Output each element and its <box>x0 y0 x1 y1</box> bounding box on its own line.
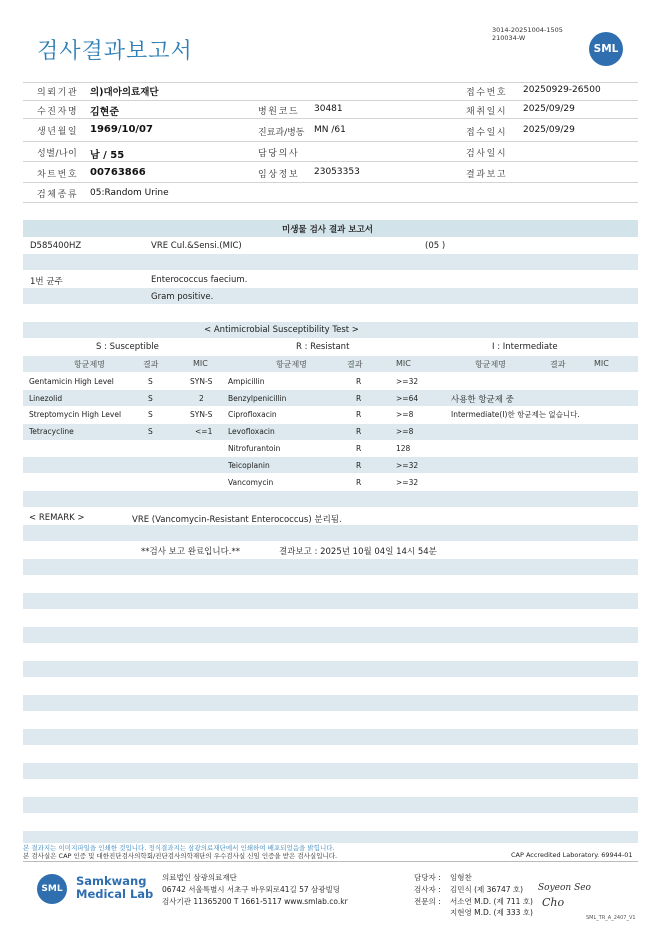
ast-result: S <box>148 377 153 386</box>
ast-drug: Linezolid <box>29 394 63 403</box>
col-mic-header: MIC <box>193 359 208 368</box>
ast-mic: >=8 <box>396 410 414 419</box>
row-band <box>23 254 638 270</box>
ast-drug: Benzylpenicillin <box>228 394 287 403</box>
document-code-line-2: 210034-W <box>492 34 526 42</box>
divider <box>23 161 638 162</box>
col-drug-header: 항균제명 <box>74 360 105 369</box>
collect-date-label: 채취일시 <box>466 107 508 117</box>
row-band <box>23 288 638 304</box>
ast-result: R <box>356 461 362 470</box>
row-band <box>23 661 638 677</box>
legend-susceptible: S : Susceptible <box>96 342 159 352</box>
receipt-no-label: 접수번호 <box>466 88 508 98</box>
ast-drug: Levofloxacin <box>228 427 275 436</box>
clinical-info-label: 임상정보 <box>258 170 300 180</box>
ast-mic: 128 <box>396 444 411 453</box>
test-date-label: 검사일시 <box>466 149 508 159</box>
org-address: 06742 서울특별시 서초구 바우뫼로41길 57 삼광빌딩 <box>162 885 341 894</box>
receipt-date-label: 접수일시 <box>466 128 508 138</box>
chart-no-value: 00763866 <box>90 167 146 178</box>
row-band <box>23 729 638 745</box>
divider <box>23 100 638 101</box>
form-id: SML_TR_A_2407_V1 <box>586 915 636 921</box>
remark-label: < REMARK > <box>29 513 85 523</box>
receipt-date-value: 2025/09/29 <box>523 125 575 135</box>
isolate-label: 1번 균주 <box>30 277 63 287</box>
document-code-line-1: 3014-20251004-1505 <box>492 26 563 34</box>
ast-result: R <box>356 444 362 453</box>
specialist-name-1: 서소연 M.D. (제 711 호) <box>450 897 533 906</box>
divider <box>23 202 638 203</box>
organism-name: Enterococcus faecium. <box>151 275 248 285</box>
org-name: 의료법인 삼광의료재단 <box>162 873 237 882</box>
document-code <box>492 26 563 42</box>
chart-no-label: 차트번호 <box>37 170 79 180</box>
birth-value: 1969/10/07 <box>90 124 153 135</box>
legend-intermediate: I : Intermediate <box>492 342 558 352</box>
ast-mic: >=32 <box>396 478 419 487</box>
sml-logo: SML <box>589 32 623 66</box>
col-drug-header: 항균제명 <box>276 360 307 369</box>
ast-mic: SYN-S <box>190 410 213 419</box>
cap-accreditation: CAP Accredited Laboratory. 69944-01 <box>511 851 633 859</box>
ast-mic: >=8 <box>396 427 414 436</box>
ast-result: R <box>356 478 362 487</box>
ast-drug: Teicoplanin <box>228 461 270 470</box>
ast-mic: >=32 <box>396 377 419 386</box>
section-title: 미생물 검사 결과 보고서 <box>282 225 373 235</box>
legend-resistant: R : Resistant <box>296 342 350 352</box>
col-mic-header: MIC <box>396 359 411 368</box>
report-timestamp: 결과보고 : 2025년 10월 04일 14시 54분 <box>279 547 437 557</box>
request-org-value: 의)대아의료재단 <box>90 87 159 98</box>
ast-mic: >=64 <box>396 394 419 403</box>
row-band <box>23 424 638 440</box>
staff-name: 임형찬 <box>450 873 472 882</box>
row-band <box>23 525 638 541</box>
ast-title: < Antimicrobial Susceptibility Test > <box>204 325 359 335</box>
ast-drug: Ampicillin <box>228 377 265 386</box>
patient-name-value: 김현준 <box>90 107 119 118</box>
divider <box>23 118 638 119</box>
intermediate-note-line-2: Intermediate(I)한 항균제는 없습니다. <box>451 410 580 419</box>
test-suffix: (05 ) <box>425 241 446 251</box>
ast-result: S <box>148 394 153 403</box>
staff-label: 담당자 : <box>414 873 441 882</box>
intermediate-note-line-1: 사용한 항균제 중 <box>451 395 514 405</box>
doctor-label: 담당의사 <box>258 149 300 159</box>
col-mic-header: MIC <box>594 359 609 368</box>
hospital-code-label: 병원코드 <box>258 107 300 117</box>
row-band <box>23 695 638 711</box>
row-band <box>23 491 638 507</box>
signature-2: Cho <box>542 896 565 909</box>
row-band <box>23 831 638 843</box>
clinical-info-value: 23053353 <box>314 167 360 177</box>
hospital-code-value: 30481 <box>314 104 343 114</box>
ast-drug: Vancomycin <box>228 478 274 487</box>
remark-text: VRE (Vancomycin-Resistant Enterococcus) 분리됨. <box>132 515 342 525</box>
brand-name-line-1: Samkwang <box>76 874 147 888</box>
divider <box>23 182 638 183</box>
specialist-label: 전문의 : <box>414 897 441 906</box>
row-band <box>23 797 638 813</box>
sml-footer-logo: SML <box>37 874 67 904</box>
row-band <box>23 627 638 643</box>
ast-result: S <box>148 410 153 419</box>
report-status-label: 결과보고 <box>466 170 508 180</box>
ast-drug: Tetracycline <box>29 427 74 436</box>
brand-name-line-2: Medical Lab <box>76 887 154 901</box>
ast-mic: 2 <box>199 394 204 403</box>
org-contact: 검사기관 11365200 T 1661-5117 www.smlab.co.kr <box>162 897 348 906</box>
ast-drug: Streptomycin High Level <box>29 410 122 419</box>
image-copy-notice: 본 결과지는 이미지파일을 인쇄한 것입니다. 정식결과지는 삼광의료재단에서 인쇄하여 배포되었음을 밝힙니다. <box>23 844 335 852</box>
row-band <box>23 390 638 406</box>
col-drug-header: 항균제명 <box>475 360 506 369</box>
signature-1: Soyeon Seo <box>538 883 591 893</box>
sex-age-value: 남 / 55 <box>90 150 125 161</box>
collect-date-value: 2025/09/29 <box>523 104 575 114</box>
certification-notice: 본 검사실은 CAP 인증 및 대한진단검사의학회/진단검사의학재단의 우수검사실 신임 인증을 받은 검사실입니다. <box>23 852 338 860</box>
patient-name-label: 수진자명 <box>37 107 79 117</box>
dept-label: 진료과/병동 <box>258 128 305 138</box>
request-org-label: 의뢰기관 <box>37 88 79 98</box>
ast-result: S <box>148 427 153 436</box>
test-name: VRE Cul.&Sensi.(MIC) <box>151 241 242 251</box>
ast-mic: SYN-S <box>190 377 213 386</box>
specialist-name-2: 지현영 M.D. (제 333 호) <box>450 908 533 917</box>
column-header-band <box>23 356 638 372</box>
examiner-label: 검사자 : <box>414 885 441 894</box>
receipt-no-value: 20250929-26500 <box>523 85 601 95</box>
ast-result: R <box>356 410 362 419</box>
ast-drug: Gentamicin High Level <box>29 377 114 386</box>
birth-label: 생년월일 <box>37 127 79 137</box>
examiner-name: 김민식 (제 36747 호) <box>450 885 524 894</box>
ast-result: R <box>356 394 362 403</box>
dept-value: MN /61 <box>314 125 346 135</box>
gram-stain: Gram positive. <box>151 292 214 302</box>
footer-divider <box>23 861 638 862</box>
specimen-value: 05:Random Urine <box>90 188 169 198</box>
report-complete-message: **검사 보고 완료입니다.** <box>141 547 241 557</box>
brand-name <box>76 875 153 901</box>
ast-mic: >=32 <box>396 461 419 470</box>
ast-mic: <=1 <box>195 427 213 436</box>
test-code: D585400HZ <box>30 241 82 251</box>
sex-age-label: 성별/나이 <box>37 149 78 159</box>
row-band <box>23 593 638 609</box>
row-band <box>23 559 638 575</box>
ast-result: R <box>356 427 362 436</box>
ast-drug: Ciprofloxacin <box>228 410 277 419</box>
specimen-label: 검체종류 <box>37 190 79 200</box>
ast-drug: Nitrofurantoin <box>228 444 281 453</box>
row-band <box>23 763 638 779</box>
divider <box>23 141 638 142</box>
col-result-header: 결과 <box>143 360 159 369</box>
row-band <box>23 457 638 473</box>
col-result-header: 결과 <box>550 360 566 369</box>
ast-result: R <box>356 377 362 386</box>
divider <box>23 82 638 83</box>
page-title: 검사결과보고서 <box>37 39 193 64</box>
col-result-header: 결과 <box>347 360 363 369</box>
